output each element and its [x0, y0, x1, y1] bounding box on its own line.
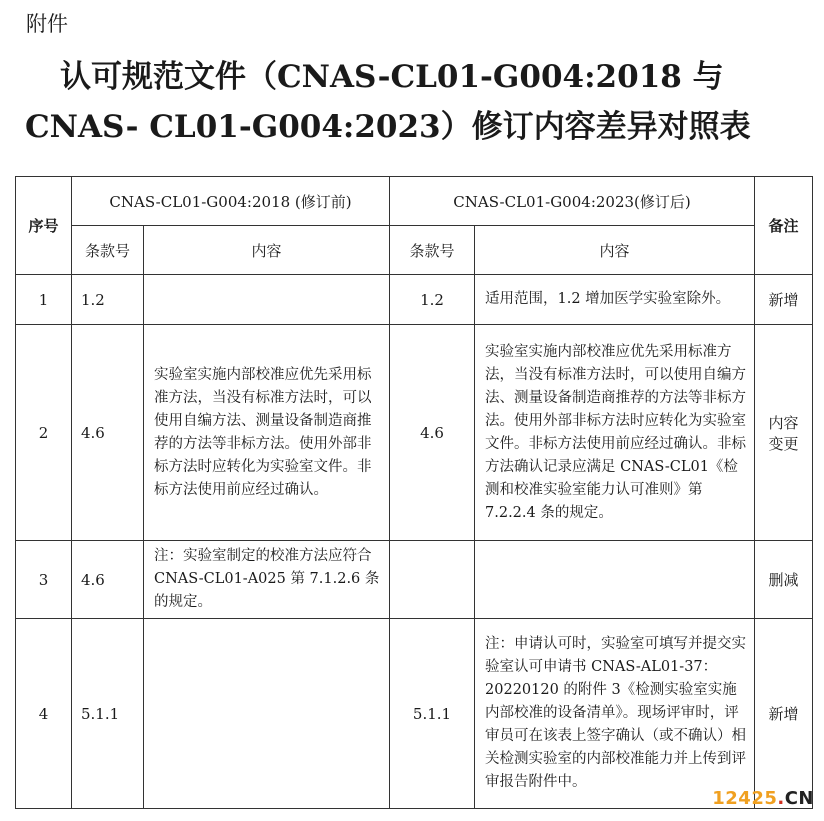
title-line-2: CNAS- CL01-G004:2023）修订内容差异对照表 [25, 109, 751, 145]
new-clause-cell: 5.1.1 [390, 619, 475, 809]
old-content-cell [144, 619, 390, 809]
new-clause-cell: 4.6 [390, 325, 475, 541]
remark-cell: 新增 [755, 275, 813, 325]
watermark-suffix: CN [784, 788, 814, 809]
old-clause-cell: 4.6 [72, 325, 144, 541]
table-row [16, 275, 813, 325]
old-clause-cell: 5.1.1 [72, 619, 144, 809]
new-content-cell: 实验室实施内部校准应优先采用标准方法，当没有标准方法时，可以使用自编方法、测量设备制造商推荐的方法等非标方法。使用外部非标方法时应转化为实验室文件。非标方法使用前应经过确认。非标方法确认记录应满足 CNAS-CL01《检测和校准实验室能力认可准则》第 7.2.2.4 条的规定。 [475, 325, 755, 541]
comparison-table [15, 176, 813, 809]
old-clause-header: 条款号 [72, 226, 144, 275]
old-content-cell [144, 275, 390, 325]
watermark-dot: . [777, 788, 785, 809]
new-clause-cell [390, 541, 475, 619]
title-line-1: 认可规范文件（CNAS-CL01-G004:2018 与 [60, 59, 724, 95]
remark-cell: 删减 [755, 541, 813, 619]
table-row [16, 541, 813, 619]
old-version-header: CNAS-CL01-G004:2018 (修订前) [72, 177, 390, 226]
seq-cell: 2 [16, 325, 72, 541]
site-watermark [712, 788, 814, 809]
new-content-cell: 注：申请认可时，实验室可填写并提交实验室认可申请书 CNAS-AL01-37：20220120 的附件 3《检测实验室实施内部校准的设备清单》。现场评审时，评审员可在该表上签字确认（或不确认）相关检测实验室的内部校准能力并上传到评审报告附件中。 [475, 619, 755, 809]
document-title [0, 52, 824, 152]
new-content-header: 内容 [475, 226, 755, 275]
remark-cell: 内容变更 [755, 325, 813, 541]
seq-cell: 3 [16, 541, 72, 619]
new-clause-cell: 1.2 [390, 275, 475, 325]
old-content-cell: 实验室实施内部校准应优先采用标准方法，当没有标准方法时，可以使用自编方法、测量设备制造商推荐的方法等非标方法。使用外部非标方法时应转化为实验室文件。非标方法使用前应经过确认。 [144, 325, 390, 541]
new-version-header: CNAS-CL01-G004:2023(修订后) [390, 177, 755, 226]
seq-cell: 4 [16, 619, 72, 809]
remark-header: 备注 [755, 177, 813, 275]
watermark-digits: 12425 [712, 788, 778, 809]
new-content-cell [475, 541, 755, 619]
seq-header: 序号 [16, 177, 72, 275]
seq-cell: 1 [16, 275, 72, 325]
old-clause-cell: 1.2 [72, 275, 144, 325]
new-content-cell: 适用范围，1.2 增加医学实验室除外。 [475, 275, 755, 325]
new-clause-header: 条款号 [390, 226, 475, 275]
table-row [16, 619, 813, 809]
attachment-label: 附件 [26, 12, 68, 36]
remark-cell: 新增 [755, 619, 813, 809]
old-content-cell: 注：实验室制定的校准方法应符合 CNAS-CL01-A025 第 7.1.2.6 条的规定。 [144, 541, 390, 619]
table-row [16, 325, 813, 541]
old-content-header: 内容 [144, 226, 390, 275]
old-clause-cell: 4.6 [72, 541, 144, 619]
